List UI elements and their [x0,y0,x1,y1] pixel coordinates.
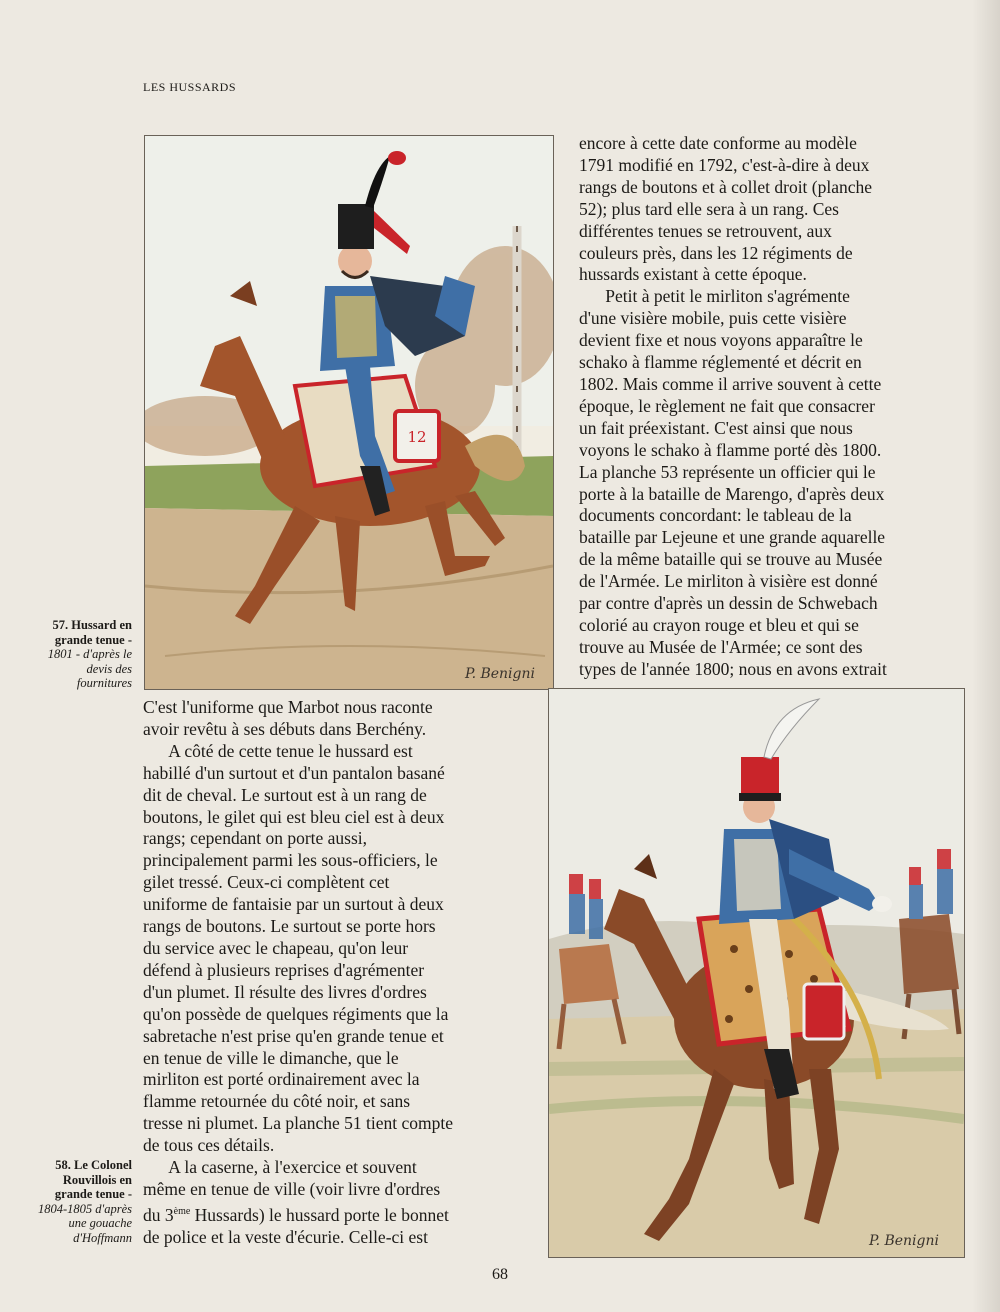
text-line: rangs; cependant on porte aussi, [143,828,368,849]
text-line: bataille par Lejeune et une grande aquarelle [579,527,886,548]
text-line: dit de cheval. Le surtout est à un rang de [143,784,427,805]
plate-57-illustration [144,135,554,690]
text-line: mirliton est porté ordinairement avec la [143,1069,420,1090]
text-line: hussards existant à cette époque. [579,264,807,285]
text-line: trouve au Musée de l'Armée; ce sont des [579,636,863,657]
superscript-ordinal: ème [173,1205,191,1217]
caption-57-line: fournitures [76,676,132,690]
text-line: de tous ces détails. [143,1135,275,1156]
text-line: de l'Armée. Le mirliton à visière est donné [579,571,878,592]
text-line: même en tenue de ville (voir livre d'ordres [143,1178,441,1199]
text-line: 1802. Mais comme il arrive souvent à cette [579,373,882,394]
page-edge-shadow [972,0,1000,1312]
text-line: types de l'année 1800; nous en avons extrait [579,658,887,679]
text-line: avoir revêtu à ses débuts dans Berchény. [143,718,427,739]
caption-57-line: grande tenue - [54,632,132,647]
text-line: tresse ni plumet. La planche 51 tient compte [143,1113,454,1134]
text-line: uniforme de fantaisie par un surtout à deux [143,894,444,915]
caption-57-line: 57. Hussard en [52,618,132,632]
text-line: colorié au crayon rouge et bleu et qui se [579,614,859,635]
text-line: La planche 53 représente un officier qui le [579,461,876,482]
text-line: d'une visière mobile, puis cette visière [579,308,847,329]
text-fragment: du 3 [143,1204,174,1225]
plate-57-caption [12,618,132,691]
caption-58-line: une gouache [68,1216,132,1230]
text-line: habillé d'un surtout et d'un pantalon basané [143,762,445,783]
text-line: porte à la bataille de Marengo, d'après deux [579,483,885,504]
text-line: schako à flamme réglementé et décrit en [579,352,862,373]
text-line: en tenue de ville le dimanche, que le [143,1047,399,1068]
text-line: A côté de cette tenue le hussard est [143,740,413,761]
right-text-column [579,133,887,681]
text-line: qu'on possède de quelques régiments que la [143,1003,449,1024]
running-head: LES HUSSARDS [143,80,237,94]
left-text-column [143,697,453,1248]
text-line: défend à plusieurs reprises d'agrémenter [143,959,425,980]
caption-57-line: devis des [86,661,132,676]
text-line: C'est l'uniforme que Marbot nous raconte [143,697,433,717]
plate-57-signature: P. Benigni [464,666,536,682]
text-line: flamme retournée du côté noir, et sans [143,1091,411,1112]
plate-58-caption [12,1158,132,1245]
text-fragment: Hussards) le hussard porte le bonnet [190,1204,449,1225]
text-line: principalement parmi les sous-officiers, le [143,850,438,871]
text-line: 52); plus tard elle sera à un rang. Ces [579,198,839,219]
caption-58-line: 1804-1805 d'après [38,1201,132,1216]
caption-58-line: d'Hoffmann [73,1230,132,1245]
colonel-rouvillois-painting [549,689,964,1257]
text-line: époque, le règlement ne fait que consacrer [579,395,875,416]
text-line: encore à cette date conforme au modèle [579,133,857,153]
text-line: Petit à petit le mirliton s'agrémente [579,286,850,307]
text-line: par contre d'après un dessin de Schwebach [579,593,878,614]
text-line-with-superscript [143,1201,453,1227]
page-number: 68 [492,1266,508,1283]
text-line: rangs de boutons et à collet droit (planche [579,176,873,197]
sabretache-number: 12 [407,428,427,446]
text-line: documents concordant: le tableau de la [579,505,852,526]
text-line: voyons le schako à flamme porté dès 1800. [579,439,882,460]
text-line: d'un plumet. Il résulte des livres d'ordres [143,981,427,1002]
plate-58-illustration [548,688,965,1258]
caption-58-line: grande tenue - [54,1187,132,1201]
text-line: boutons, le gilet qui est bleu ciel est à deux [143,806,445,827]
text-line: couleurs près, dans les 12 régiments de [579,242,853,263]
caption-58-line: Rouvillois en [62,1172,132,1187]
text-line: gilet tressé. Ceux-ci complètent cet [143,872,390,893]
text-line: du service avec le chapeau, qu'on leur [143,937,409,958]
hussar-1801-painting [145,136,553,689]
plate-58-signature: P. Benigni [868,1233,940,1249]
caption-57-line: 1801 - d'après le [47,647,132,661]
caption-58-line: 58. Le Colonel [55,1158,132,1172]
text-line: un fait préexistant. C'est ainsi que nous [579,417,853,438]
text-line: A la caserne, à l'exercice et souvent [143,1157,417,1178]
text-line: de la même bataille qui se trouve au Musée [579,549,883,570]
text-line: 1791 modifié en 1792, c'est-à-dire à deux [579,154,870,175]
text-line: différentes tenues se retrouvent, aux [579,220,832,241]
text-line: sabretache n'est prise qu'en grande tenue et [143,1025,444,1046]
text-line: devient fixe et nous voyons apparaître le [579,330,863,351]
text-line: rangs de boutons. Le surtout se porte hors [143,916,436,937]
text-line: de police et la veste d'écurie. Celle-ci est [143,1226,428,1247]
